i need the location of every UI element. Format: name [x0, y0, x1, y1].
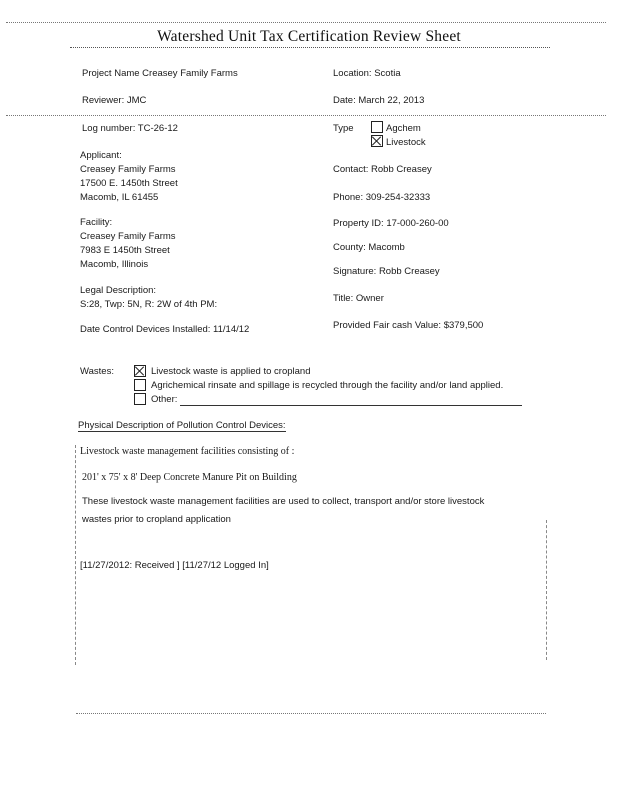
- date: Date: March 22, 2013: [333, 95, 425, 106]
- log-number: Log number: TC-26-12: [82, 123, 178, 134]
- physical-line-2: 201' x 75' x 8' Deep Concrete Manure Pit on Building: [82, 472, 297, 483]
- waste-other-label: Other:: [151, 394, 178, 405]
- physical-line-1: Livestock waste management facilities consisting of :: [80, 446, 295, 457]
- date-installed: Date Control Devices Installed: 11/14/12: [80, 324, 250, 335]
- applicant-street: 17500 E. 1450th Street: [80, 178, 178, 189]
- waste-livestock-checkbox[interactable]: [134, 365, 146, 377]
- facility-heading: Facility:: [80, 217, 113, 228]
- legal-text: S:28, Twp: 5N, R: 2W of 4th PM:: [80, 299, 218, 310]
- applicant-city: Macomb, IL 61455: [80, 192, 159, 203]
- scan-artifact-bottom: [76, 713, 546, 714]
- location: Location: Scotia: [333, 68, 401, 79]
- contact: Contact: Robb Creasey: [333, 164, 432, 175]
- scan-artifact-row: [6, 115, 606, 116]
- facility-street: 7983 E 1450th Street: [80, 245, 170, 256]
- received-log: [11/27/2012: Received ] [11/27/12 Logged In]: [80, 560, 269, 571]
- other-fill-line: [180, 405, 522, 406]
- phone: Phone: 309-254-32333: [333, 192, 431, 203]
- applicant-name: Creasey Family Farms: [80, 164, 176, 175]
- scan-artifact-top: [6, 22, 606, 23]
- waste-agchem-checkbox[interactable]: [134, 379, 146, 391]
- facility-name: Creasey Family Farms: [80, 231, 176, 242]
- physical-heading: Physical Description of Pollution Control Devices:: [78, 420, 286, 431]
- agchem-label: Agchem: [386, 123, 421, 134]
- livestock-checkbox[interactable]: [371, 135, 383, 147]
- wastes-label: Wastes:: [80, 366, 114, 377]
- applicant-heading: Applicant:: [80, 150, 122, 161]
- title-underline: [70, 47, 550, 48]
- fair-cash-value: Provided Fair cash Value: $379,500: [333, 320, 484, 331]
- waste-livestock-label: Livestock waste is applied to cropland: [151, 366, 311, 377]
- physical-line-3: These livestock waste management facilities are used to collect, transport and/or store livestock: [82, 496, 485, 507]
- reviewer: Reviewer: JMC: [82, 95, 147, 106]
- physical-line-4: wastes prior to cropland application: [82, 514, 231, 525]
- scan-artifact-right: [546, 520, 547, 660]
- signature: Signature: Robb Creasey: [333, 266, 440, 277]
- county: County: Macomb: [333, 242, 405, 253]
- waste-other-checkbox[interactable]: [134, 393, 146, 405]
- livestock-label: Livestock: [386, 137, 426, 148]
- type-label: Type: [333, 123, 354, 134]
- facility-city: Macomb, Illinois: [80, 259, 149, 270]
- agchem-checkbox[interactable]: [371, 121, 383, 133]
- waste-agchem-label: Agrichemical rinsate and spillage is recycled through the facility and/or land applied.: [151, 380, 504, 391]
- title-field: Title: Owner: [333, 293, 384, 304]
- property-id: Property ID: 17-000-260-00: [333, 218, 449, 229]
- project-name: Project Name Creasey Family Farms: [82, 68, 238, 79]
- legal-heading: Legal Description:: [80, 285, 157, 296]
- page-title: Watershed Unit Tax Certification Review Sheet: [157, 28, 461, 45]
- scan-artifact-left: [75, 445, 76, 665]
